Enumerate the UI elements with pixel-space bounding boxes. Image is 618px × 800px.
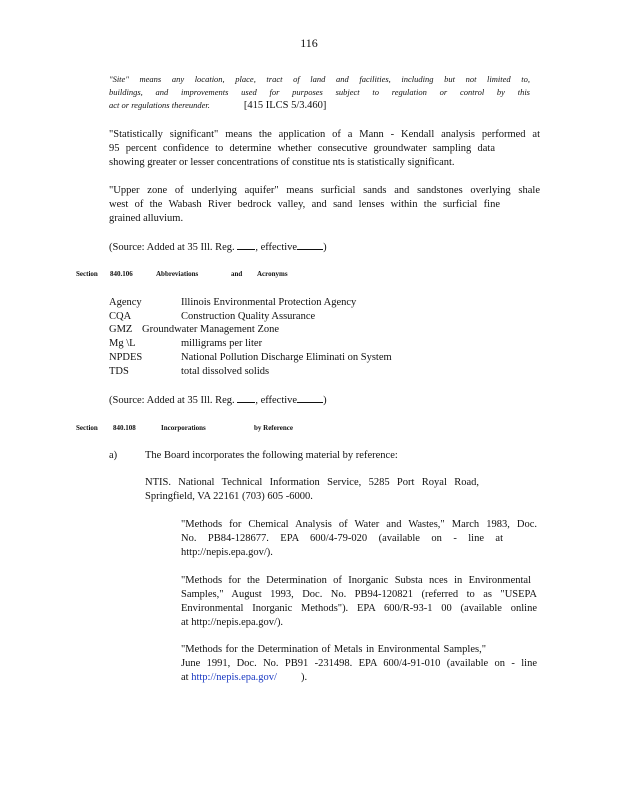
- definition-upper-line-2: west of the Wabash River bedrock valley, and sand lenses within the surficial fine: [109, 199, 500, 210]
- definition-site-line-2: buildings, and improvements used for purposes subject to regulation or control by this: [109, 87, 530, 97]
- section-108-number: 840.108: [113, 424, 136, 432]
- method-reference-2: [181, 574, 537, 630]
- source-note-2-effective-blank: [297, 393, 323, 403]
- abbreviation-meaning: Construction Quality Assurance: [181, 311, 316, 322]
- abbreviation-meaning: National Pollution Discharge Eliminati on System: [181, 352, 392, 363]
- method-3-line-3: [181, 671, 537, 685]
- abbreviation-term: CQA: [109, 311, 132, 322]
- method-2-line-2: Samples," August 1993, Doc. No. PB94-120821 (referred to as "USEPA: [181, 589, 537, 600]
- definition-stat-line-1: "Statistically significant" means the application of a Mann - Kendall analysis performed at: [109, 129, 540, 140]
- method-2-line-4: at http://nepis.epa.gov/).: [181, 617, 284, 628]
- section-106-number: 840.106: [110, 270, 133, 278]
- source-note-1: [109, 240, 327, 255]
- abbreviation-meaning: milligrams per liter: [181, 338, 263, 349]
- definition-stat-line-3: showing greater or lesser concentrations of constitue nts is statistically significant.: [109, 157, 455, 168]
- definition-upper-zone: [109, 184, 540, 226]
- section-108-title-a: Incorporations: [161, 424, 206, 432]
- abbreviation-meaning: Groundwater Management Zone: [142, 324, 280, 335]
- source-note-2-reg-blank: [237, 393, 255, 403]
- method-3-line-1: "Methods for the Determination of Metals in Environmental Samples,": [181, 644, 486, 655]
- method-3-line-2: June 1991, Doc. No. PB91 -231498. EPA 600/4-91-010 (available on - line: [181, 658, 537, 669]
- abbreviation-meaning: Illinois Environmental Protection Agency: [181, 297, 357, 308]
- abbreviation-term: TDS: [109, 366, 129, 377]
- section-106-label: Section: [76, 270, 98, 278]
- method-2-line-1: "Methods for the Determination of Inorganic Substa nces in Environmental: [181, 575, 531, 586]
- method-3-at: at: [181, 672, 189, 683]
- method-1-line-1: "Methods for Chemical Analysis of Water and Wastes," March 1983, Doc.: [181, 519, 537, 530]
- source-note-2-suffix: ): [323, 395, 327, 406]
- definition-upper-line-3: grained alluvium.: [109, 213, 184, 224]
- method-3-closing: ).: [300, 672, 308, 683]
- ntis-line-1: NTIS. National Technical Information Service, 5285 Port Royal Road,: [145, 477, 479, 488]
- source-note-1-prefix: (Source: Added at 35 Ill. Reg.: [109, 242, 235, 253]
- abbreviation-term: NPDES: [109, 352, 143, 363]
- page-number: 116: [300, 36, 318, 50]
- abbreviation-term: Agency: [109, 297, 142, 308]
- definition-statistically-significant: [109, 128, 540, 170]
- definition-stat-line-2: 95 percent confidence to determine whether consecutive groundwater sampling data: [109, 143, 495, 154]
- source-note-2-middle: , effective: [255, 395, 298, 406]
- method-reference-3: [181, 643, 537, 685]
- section-106-title-c: Acronyms: [257, 270, 288, 278]
- source-note-2: [109, 393, 327, 408]
- ntis-line-2: Springfield, VA 22161 (703) 605 -6000.: [145, 491, 313, 502]
- method-1-line-2: No. PB84-128677. EPA 600/4-79-020 (available on - line at: [181, 533, 503, 544]
- item-a-marker: a): [109, 450, 118, 461]
- abbreviation-meaning: total dissolved solids: [181, 366, 270, 377]
- definition-site: [109, 73, 530, 112]
- definition-site-line-1: "Site" means any location, place, tract of land and facilities, including but not limited to,: [109, 74, 530, 84]
- method-2-line-3: Environmental Inorganic Methods"). EPA 600/R-93-1 00 (available online: [181, 603, 537, 614]
- definition-site-citation: [415 ILCS 5/3.460]: [243, 100, 327, 111]
- definition-upper-line-1: "Upper zone of underlying aquifer" means surficial sands and sandstones overlying shale: [109, 185, 540, 196]
- nepis-link[interactable]: http://nepis.epa.gov/: [191, 672, 277, 683]
- source-note-2-prefix: (Source: Added at 35 Ill. Reg.: [109, 395, 235, 406]
- source-note-1-middle: , effective: [255, 242, 298, 253]
- definition-site-line-3: [109, 99, 530, 112]
- section-840-106-heading: [76, 270, 376, 280]
- definition-site-line-3-text: act or regulations thereunder.: [109, 100, 210, 110]
- section-108-label: Section: [76, 424, 98, 432]
- section-108-title-b: by Reference: [254, 424, 293, 432]
- source-note-1-reg-blank: [237, 240, 255, 250]
- abbreviation-term: Mg \L: [109, 338, 136, 349]
- source-note-1-suffix: ): [323, 242, 327, 253]
- section-106-title-a: Abbreviations: [156, 270, 199, 278]
- item-a-text: The Board incorporates the following material by reference:: [145, 450, 398, 461]
- ntis-address: [145, 476, 479, 504]
- abbreviation-term: GMZ: [109, 324, 133, 335]
- source-note-1-effective-blank: [297, 240, 323, 250]
- method-1-line-3: http://nepis.epa.gov/).: [181, 547, 273, 558]
- method-reference-1: [181, 518, 537, 560]
- section-106-title-b: and: [231, 270, 243, 278]
- section-840-108-heading: [76, 424, 376, 434]
